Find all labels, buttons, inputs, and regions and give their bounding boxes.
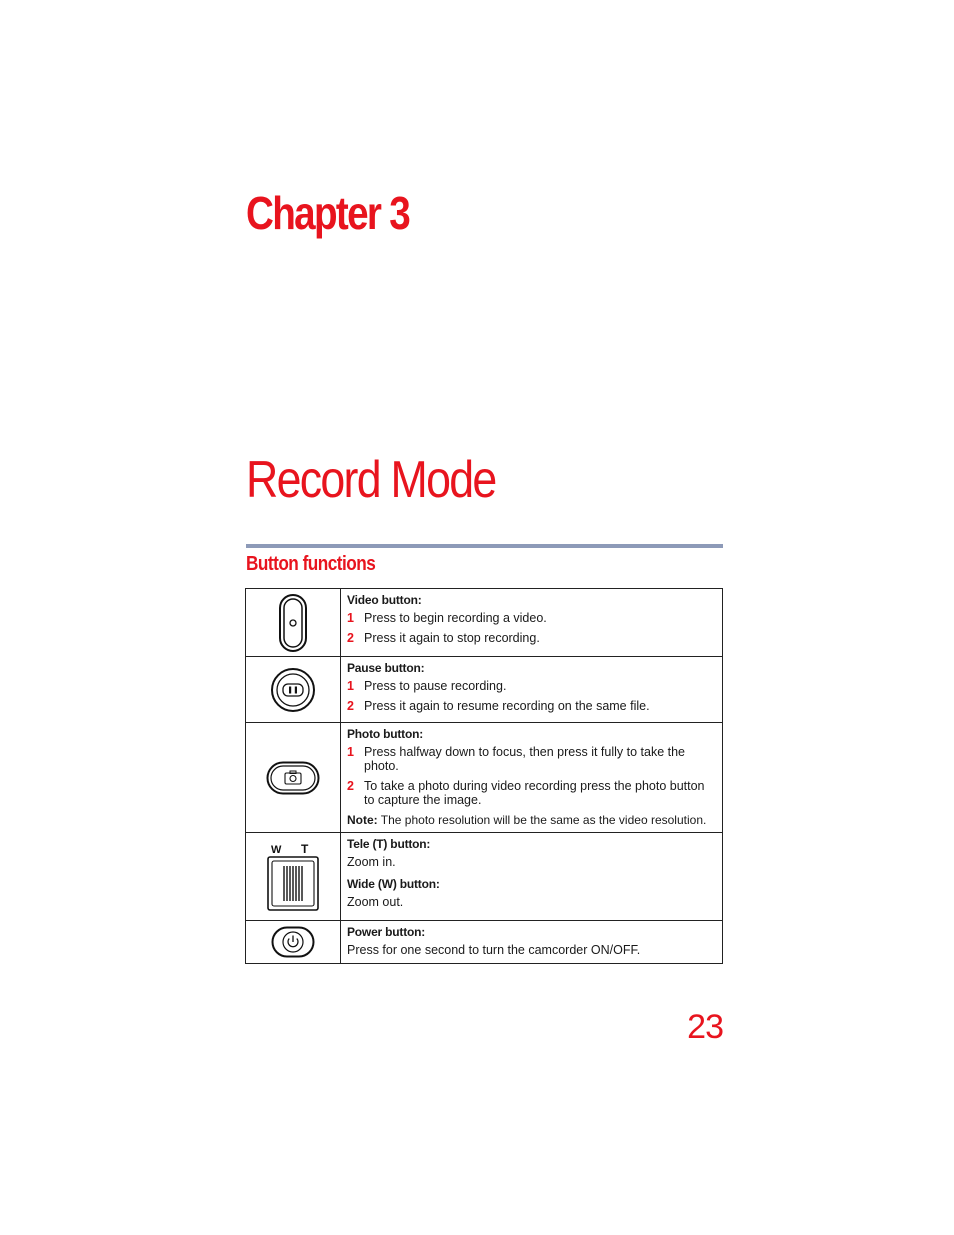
button-functions-table xyxy=(245,588,723,964)
table-row-video xyxy=(246,589,723,657)
row-heading: Photo button: xyxy=(347,727,424,741)
step-number: 2 xyxy=(347,631,354,645)
icon-cell xyxy=(246,833,341,921)
list-item xyxy=(347,631,716,645)
list-item xyxy=(347,611,716,625)
chapter-heading: Chapter 3 xyxy=(246,187,410,239)
table-row-pause xyxy=(246,657,723,723)
table-row-zoom xyxy=(246,833,723,921)
list-item xyxy=(347,745,716,773)
row-heading: Power button: xyxy=(347,925,426,939)
step-text: Press to pause recording. xyxy=(364,679,507,693)
note xyxy=(347,813,716,827)
tele-label: T xyxy=(301,841,309,856)
zoom-lever-icon xyxy=(246,842,340,912)
icon-cell xyxy=(246,589,341,657)
note-label: Note: xyxy=(347,813,378,827)
video-button-icon xyxy=(246,593,340,653)
page-number: 23 xyxy=(687,1008,723,1046)
icon-cell xyxy=(246,921,341,964)
page-title: Record Mode xyxy=(246,451,496,509)
step-text: Press halfway down to focus, then press it fully to take the photo. xyxy=(364,745,685,773)
step-text: To take a photo during video recording press the photo button to capture the image. xyxy=(364,779,705,807)
row-heading: Tele (T) button: xyxy=(347,837,431,851)
table-row-photo xyxy=(246,723,723,833)
step-number: 1 xyxy=(347,679,354,693)
step-text: Press it again to resume recording on the same file. xyxy=(364,699,650,713)
description-cell xyxy=(341,657,723,723)
list-item xyxy=(347,679,716,693)
step-text: Press to begin recording a video. xyxy=(364,611,547,625)
table-row-power xyxy=(246,921,723,964)
section-heading: Button functions xyxy=(246,553,376,575)
list-item xyxy=(347,779,716,807)
row-heading: Video button: xyxy=(347,593,422,607)
description-cell xyxy=(341,723,723,833)
step-number: 1 xyxy=(347,745,354,759)
description-cell xyxy=(341,589,723,657)
step-number: 1 xyxy=(347,611,354,625)
description-cell xyxy=(341,833,723,921)
row-heading: Pause button: xyxy=(347,661,425,675)
description-cell xyxy=(341,921,723,964)
camera-icon xyxy=(246,761,340,795)
row-text: Press for one second to turn the camcorder ON/OFF. xyxy=(347,943,641,957)
wide-label: W xyxy=(271,843,282,856)
power-icon xyxy=(246,926,340,958)
row-heading: Wide (W) button: xyxy=(347,877,440,891)
icon-cell xyxy=(246,657,341,723)
list-item xyxy=(347,699,716,713)
row-text: Zoom in. xyxy=(347,855,396,869)
step-number: 2 xyxy=(347,699,354,713)
row-text: Zoom out. xyxy=(347,895,404,909)
section-divider xyxy=(246,544,723,548)
icon-cell xyxy=(246,723,341,833)
note-text: The photo resolution will be the same as the video resolution. xyxy=(380,813,707,827)
step-text: Press it again to stop recording. xyxy=(364,631,540,645)
pause-button-icon xyxy=(246,667,340,713)
step-number: 2 xyxy=(347,779,354,793)
